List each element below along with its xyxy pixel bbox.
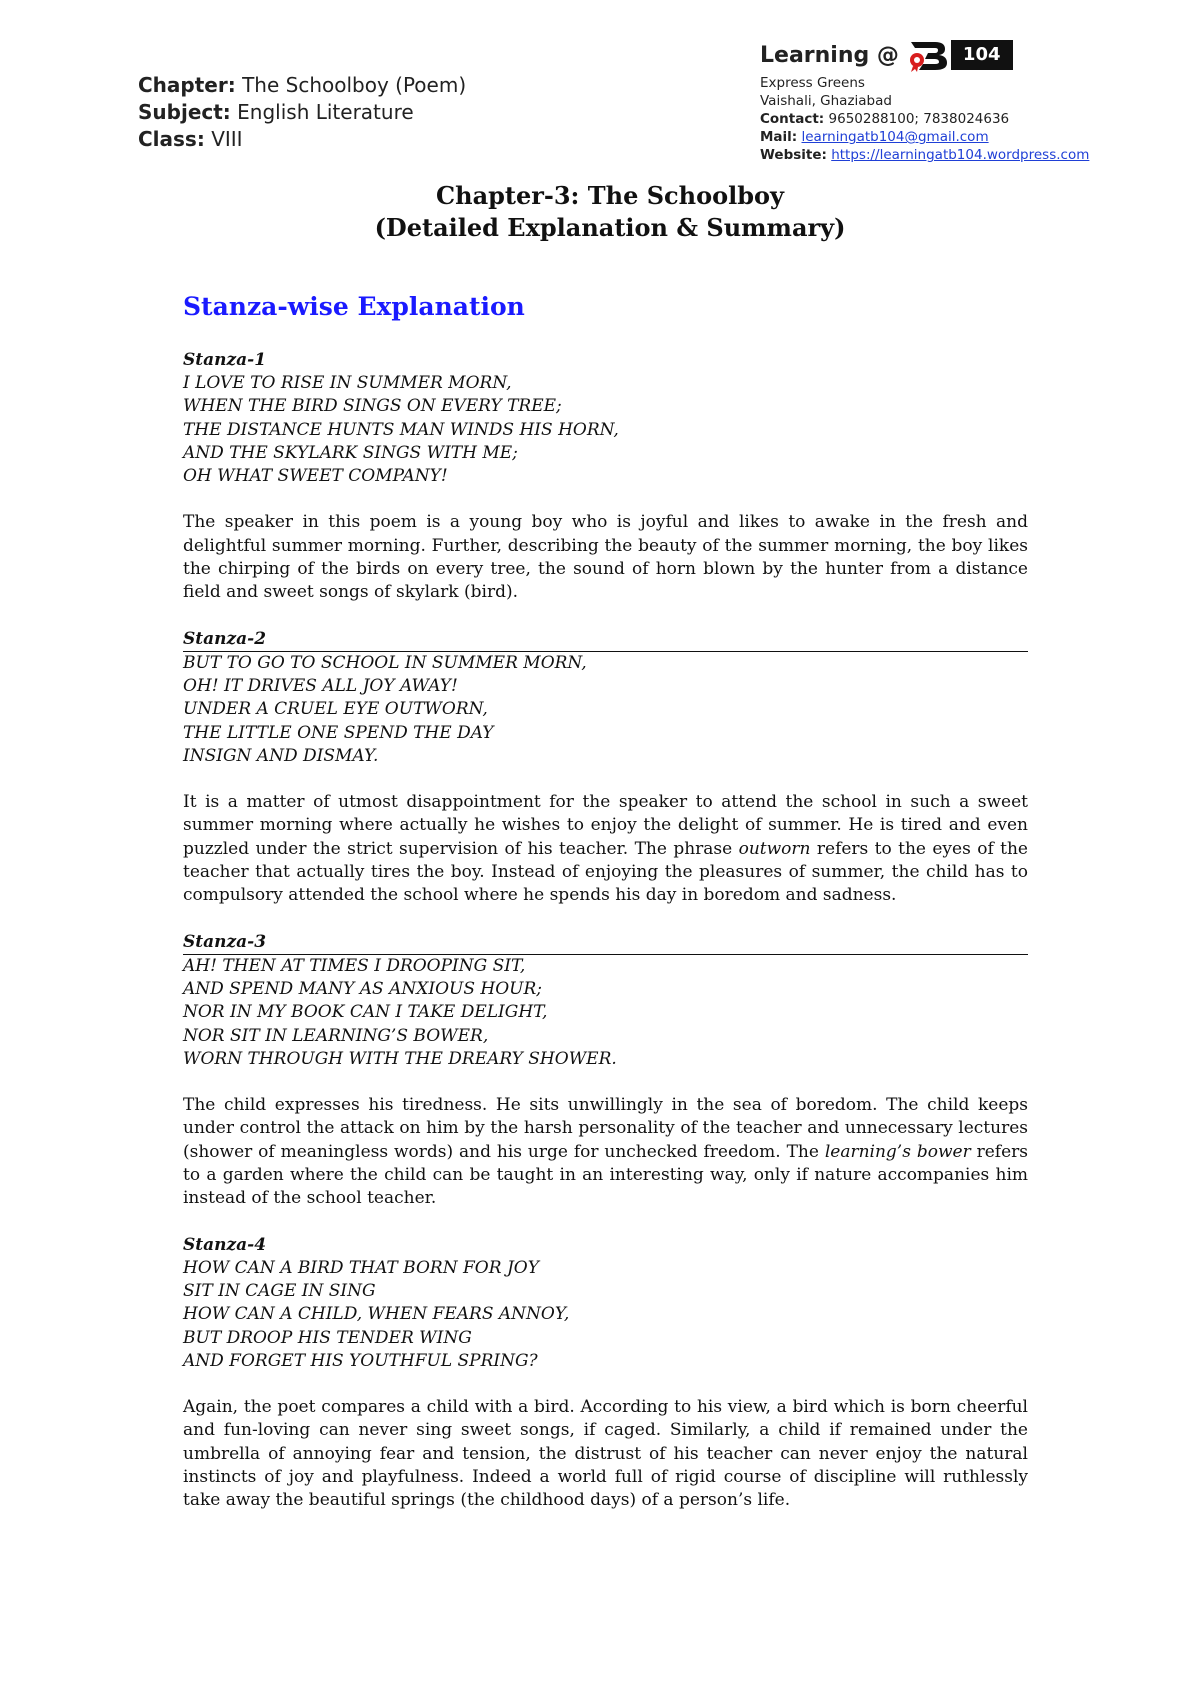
poem-line: HOW CAN A CHILD, WHEN FEARS ANNOY, — [183, 1304, 570, 1325]
poem-line: AND SPEND MANY AS ANXIOUS HOUR; — [183, 978, 543, 999]
stanza-label: Stanza-1 — [183, 350, 267, 370]
poem-line: INSIGN AND DISMAY. — [183, 745, 379, 766]
stanza-label: Stanza-3 — [183, 931, 1028, 955]
explanation-paragraph: Again, the poet compares a child with a bird. According to his view, a bird which is born cheerful and fun-loving can never sing sweet songs, if caged. Similarly, a child if remained under the umbrella of annoying fear and tension, the distrust of his teacher can never enjoy the natural instincts of joy and playfulness. Indeed a world full of rigid course of discipline will ruthlessly take away the beautiful springs (the childhood days) of a person’s life. — [183, 1397, 1028, 1511]
stanza-4 — [183, 1234, 1028, 1513]
brand-website: Website: https://learningatb104.wordpress.com — [760, 147, 1090, 163]
class-line: Class: VIII — [138, 127, 243, 151]
document-meta — [138, 72, 466, 153]
brand-name: Learning @ — [760, 42, 899, 68]
poem-line: AH! THEN AT TIMES I DROOPING SIT, — [183, 955, 526, 976]
poem-line: NOR SIT IN LEARNING’S BOWER, — [183, 1025, 489, 1046]
page-title — [0, 180, 1200, 244]
brand-number-badge: 104 — [951, 40, 1013, 70]
explanation-paragraph: The child expresses his tiredness. He sits unwillingly in the sea of boredom. The child keeps under control the attack on him by the harsh personality of the teacher and unnecessary lectures (shower of meaningless words) and his urge for unchecked freedom. The learning’s bower refers to a garden where the child can be taught in an interesting way, only if nature accompanies him instead of the school teacher. — [183, 1095, 1028, 1209]
stanza-lines — [183, 955, 1028, 1071]
poem-line: BUT TO GO TO SCHOOL IN SUMMER MORN, — [183, 652, 587, 673]
poem-line: OH WHAT SWEET COMPANY! — [183, 466, 448, 487]
brand-logo-icon — [905, 38, 949, 72]
stanza-label: Stanza-4 — [183, 1234, 267, 1255]
explanation-paragraph: The speaker in this poem is a young boy who is joyful and likes to awake in the fresh and delightful summer morning. Further, describing the beauty of the summer morning, the boy likes the chirping of the birds on every tree, the sound of horn blown by the hunter from a distance field and sweet songs of skylark (bird). — [183, 512, 1028, 603]
poem-line: AND FORGET HIS YOUTHFUL SPRING? — [183, 1350, 538, 1371]
brand-address-line1: Express Greens — [760, 75, 865, 91]
brand-address-line2: Vaishali, Ghaziabad — [760, 93, 892, 109]
poem-line: WORN THROUGH WITH THE DREARY SHOWER. — [183, 1048, 617, 1069]
brand-block — [760, 38, 1089, 164]
poem-line: UNDER A CRUEL EYE OUTWORN, — [183, 699, 488, 720]
stanza-lines — [183, 372, 1028, 488]
stanza-lines — [183, 1257, 1028, 1373]
brand-contact: Contact: 9650288100; 7838024636 — [760, 111, 1010, 127]
section-heading: Stanza-wise Explanation — [183, 292, 525, 321]
stanza-label: Stanza-2 — [183, 628, 1028, 652]
website-link[interactable]: https://learningatb104.wordpress.com — [831, 147, 1090, 163]
explanation-paragraph: It is a matter of utmost disappointment for the speaker to attend the school in such a sweet summer morning where actually he wishes to enjoy the delight of summer. He is tired and even puzzled under the strict supervision of his teacher. The phrase outworn refers to the eyes of the teacher that actually tires the boy. Instead of enjoying the pleasures of summer, the child has to compulsory attended the school where he spends his day in boredom and sadness. — [183, 792, 1028, 906]
main-content — [183, 292, 1028, 1536]
poem-line: HOW CAN A BIRD THAT BORN FOR JOY — [183, 1257, 539, 1278]
poem-line: I LOVE TO RISE IN SUMMER MORN, — [183, 373, 512, 393]
title-line2: (Detailed Explanation & Summary) — [374, 213, 846, 242]
chapter-line: Chapter: The Schoolboy (Poem) — [138, 73, 467, 97]
mail-link[interactable]: learningatb104@gmail.com — [801, 129, 989, 145]
stanza-3 — [183, 931, 1028, 1211]
poem-line: BUT DROOP HIS TENDER WING — [183, 1327, 472, 1348]
stanza-1 — [183, 349, 1028, 605]
stanza-2 — [183, 628, 1028, 908]
poem-line: THE LITTLE ONE SPEND THE DAY — [183, 722, 494, 743]
poem-line: SIT IN CAGE IN SING — [183, 1280, 376, 1301]
stanza-lines — [183, 652, 1028, 768]
poem-line: NOR IN MY BOOK CAN I TAKE DELIGHT, — [183, 1002, 548, 1023]
poem-line: OH! IT DRIVES ALL JOY AWAY! — [183, 675, 458, 696]
subject-line: Subject: English Literature — [138, 100, 414, 124]
brand-mail: Mail: learningatb104@gmail.com — [760, 129, 989, 145]
title-line1: Chapter-3: The Schoolboy — [436, 181, 784, 210]
poem-line: WHEN THE BIRD SINGS ON EVERY TREE; — [183, 396, 562, 417]
poem-line: THE DISTANCE HUNTS MAN WINDS HIS HORN, — [183, 419, 619, 440]
poem-line: AND THE SKYLARK SINGS WITH ME; — [183, 442, 518, 463]
